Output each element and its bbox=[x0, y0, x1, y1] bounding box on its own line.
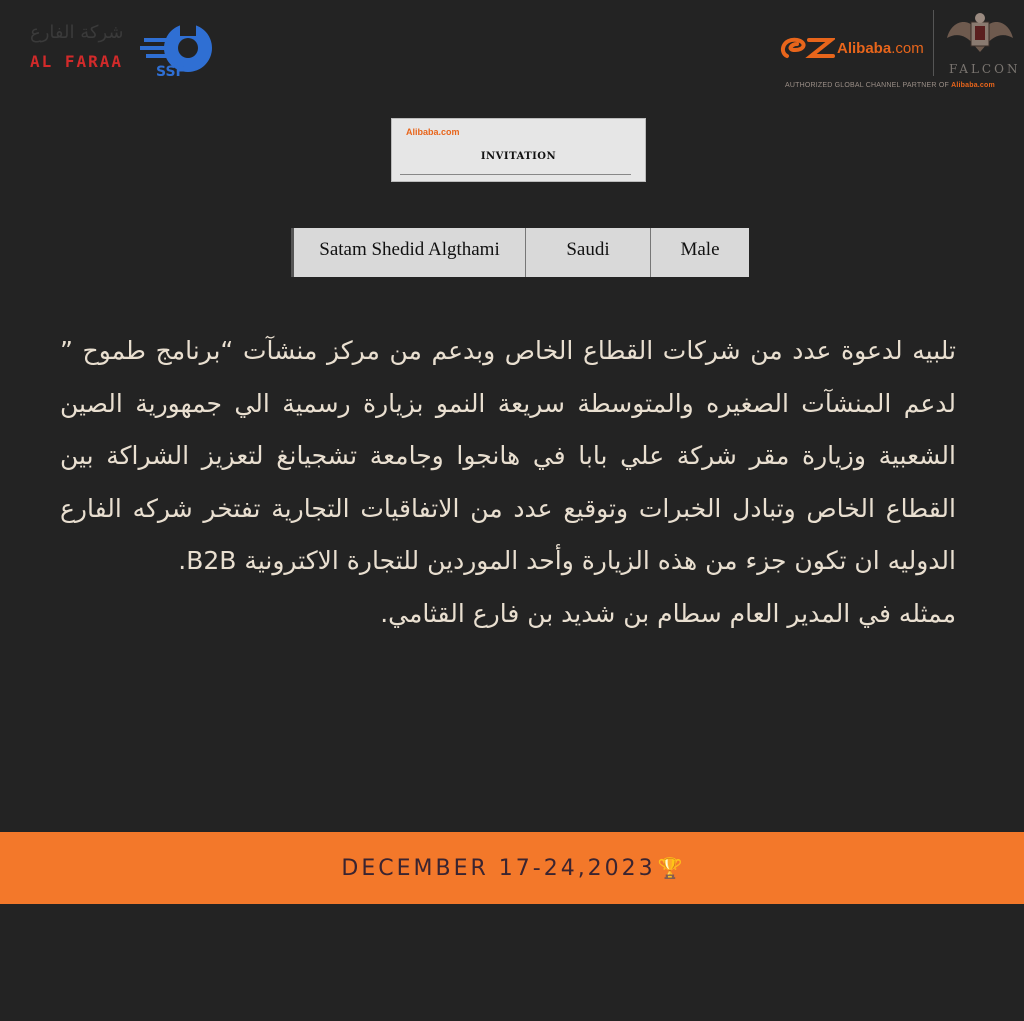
partner-tagline: AUTHORIZED GLOBAL CHANNEL PARTNER OF Alibaba.com bbox=[785, 82, 995, 89]
announcement-paragraph: تلبيه لدعوة عدد من شركات القطاع الخاص وبدعم من مركز منشآت “برنامج طموح ” لدعم المنشآت الصغيره والمتوسطة سريعة النمو بزيارة رسمية الي جمهورية الصين الشعبية وزيارة مقر شركة علي بابا في هانجوا وجامعة تشجيانغ لتعزيز الشراكة بين القطاع الخاص وتبادل الخبرات وتوقيع عدد من الاتفاقيات التجارية تفتخر شركه الفارع الدوليه ان تكون جزء من هذه الزيارة وأحد الموردين للتجارة الاكترونية B2B. bbox=[60, 336, 956, 576]
date-banner bbox=[0, 832, 1024, 904]
invitation-title: INVITATION bbox=[480, 151, 557, 162]
falcon-wordmark: FALCON bbox=[949, 62, 1021, 76]
logo-divider bbox=[933, 10, 934, 76]
logo-brand-text: AL FARAA bbox=[30, 52, 124, 71]
logo-arabic-text: شركة الفارع bbox=[30, 22, 124, 43]
trophy-icon: 🏆 bbox=[657, 856, 683, 880]
guest-info-table bbox=[291, 228, 749, 277]
al-faraa-logo bbox=[22, 18, 222, 80]
invitation-rule bbox=[400, 174, 631, 175]
ssf-badge: SSF bbox=[156, 64, 186, 80]
invitation-card bbox=[391, 118, 646, 182]
invitation-alibaba-logo: Alibaba.com bbox=[406, 127, 460, 137]
event-date: DECEMBER 17-24,2023 bbox=[341, 855, 656, 881]
alibaba-smile-icon bbox=[779, 34, 835, 62]
alibaba-falcon-logo bbox=[775, 8, 1024, 98]
guest-nationality-cell: Saudi bbox=[526, 228, 651, 277]
wrench-icon bbox=[140, 20, 220, 80]
announcement-signature: ممثله في المدير العام سطام بن شديد بن فارع القثامي. bbox=[380, 598, 956, 628]
falcon-crest-icon bbox=[943, 8, 1017, 64]
announcement-text bbox=[60, 325, 956, 641]
guest-name-cell: Satam Shedid Algthami bbox=[294, 228, 526, 277]
alibaba-wordmark: Alibaba.com bbox=[837, 40, 924, 57]
guest-gender-cell: Male bbox=[680, 238, 720, 260]
